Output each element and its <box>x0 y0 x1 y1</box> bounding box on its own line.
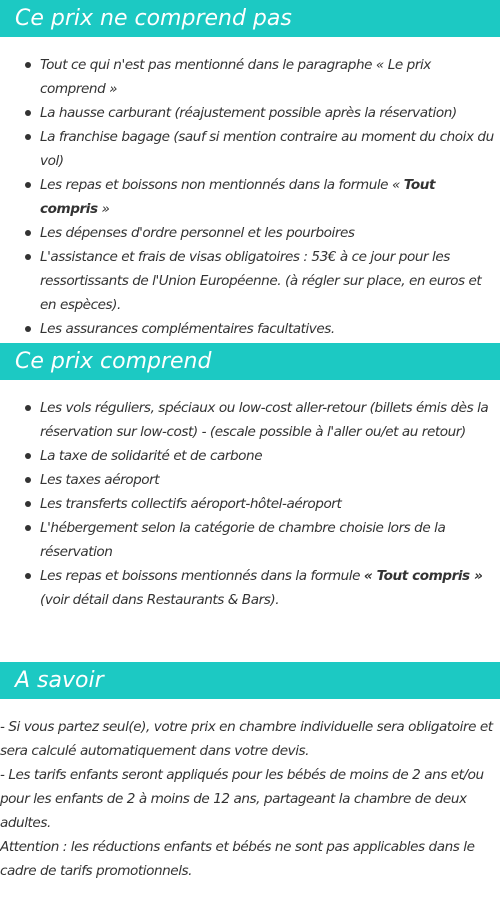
list-item-text: Les repas et boissons mentionnés dans la formule <box>40 568 364 584</box>
excluded-list <box>0 53 500 341</box>
list-item-text: Les dépenses d'ordre personnel et les pourboires <box>40 225 355 241</box>
bullet-icon <box>25 182 31 188</box>
note-paragraph: Attention : les réductions enfants et bébés ne sont pas applicables dans le cadre de tarifs promotionnels. <box>0 839 475 879</box>
note-paragraph: - Les tarifs enfants seront appliqués pour les bébés de moins de 2 ans et/ou pour les enfants de 2 à moins de 12 ans, partageant la chambre de deux adultes. <box>0 767 484 831</box>
list-item-emphasis: « Tout compris » <box>363 568 483 584</box>
excluded-item <box>0 245 500 317</box>
section-heading-included: Ce prix comprend <box>0 343 500 380</box>
list-item-text: Tout ce qui n'est pas mentionné dans le paragraphe « Le prix comprend » <box>40 57 431 97</box>
list-item-text: » <box>97 201 110 217</box>
bullet-icon <box>25 230 31 236</box>
included-list <box>0 396 500 612</box>
note-paragraph: - Si vous partez seul(e), votre prix en chambre individuelle sera obligatoire et sera calculé automatiquement dans votre devis. <box>0 719 493 759</box>
bullet-icon <box>25 405 31 411</box>
excluded-item <box>0 317 500 341</box>
included-item <box>0 396 500 444</box>
list-item-text: L'assistance et frais de visas obligatoires : 53€ à ce jour pour les ressortissants de l'Union Européenne. (à régler sur place, en euros et en espèces). <box>40 249 482 313</box>
list-item-emphasis: Tout compris <box>40 177 436 217</box>
bullet-icon <box>25 254 31 260</box>
section-heading-good-to-know: A savoir <box>0 662 500 699</box>
bullet-icon <box>25 573 31 579</box>
bullet-icon <box>25 62 31 68</box>
list-item-text: Les transferts collectifs aéroport-hôtel-aéroport <box>40 496 342 512</box>
excluded-item <box>0 125 500 173</box>
included-item <box>0 444 500 468</box>
list-item-text: L'hébergement selon la catégorie de chambre choisie lors de la réservation <box>40 520 446 560</box>
excluded-item <box>0 173 500 221</box>
bullet-icon <box>25 525 31 531</box>
bullet-icon <box>25 477 31 483</box>
included-item <box>0 492 500 516</box>
excluded-item <box>0 101 500 125</box>
good-to-know-notes <box>0 715 500 883</box>
excluded-item <box>0 221 500 245</box>
included-item <box>0 516 500 564</box>
bullet-icon <box>25 134 31 140</box>
list-item-text: La hausse carburant (réajustement possible après la réservation) <box>40 105 457 121</box>
bullet-icon <box>25 110 31 116</box>
included-item <box>0 468 500 492</box>
bullet-icon <box>25 453 31 459</box>
list-item-text: La taxe de solidarité et de carbone <box>40 448 263 464</box>
excluded-item <box>0 53 500 101</box>
section-heading-excluded: Ce prix ne comprend pas <box>0 0 500 37</box>
list-item-text: Les assurances complémentaires facultatives. <box>40 321 335 337</box>
list-item-text: Les taxes aéroport <box>40 472 160 488</box>
bullet-icon <box>25 326 31 332</box>
included-item <box>0 564 500 612</box>
bullet-icon <box>25 501 31 507</box>
list-item-text: Les vols réguliers, spéciaux ou low-cost aller-retour (billets émis dès la réservation sur low-cost) - (escale possible à l'aller ou/et au retour) <box>40 400 489 440</box>
list-item-text: (voir détail dans Restaurants & Bars). <box>40 592 280 608</box>
list-item-text: Les repas et boissons non mentionnés dans la formule « <box>40 177 404 193</box>
list-item-text: La franchise bagage (sauf si mention contraire au moment du choix du vol) <box>40 129 494 169</box>
